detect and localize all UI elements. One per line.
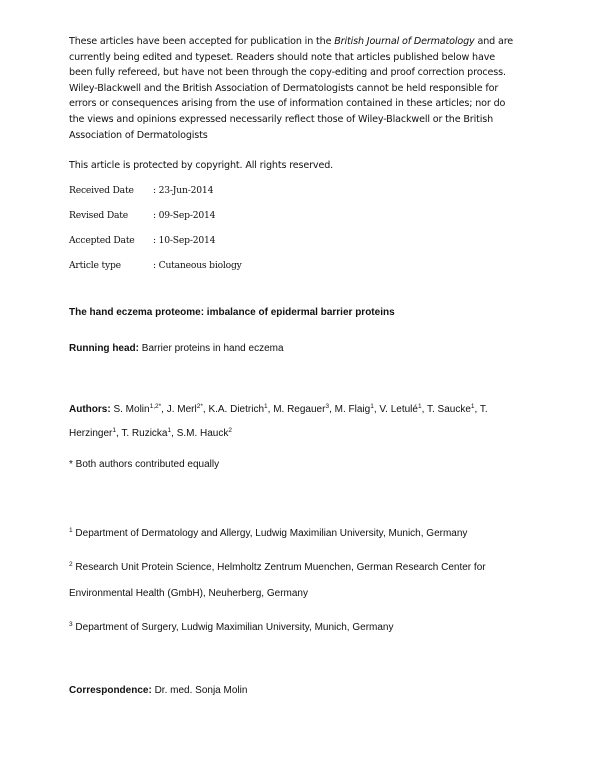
author-list xyxy=(69,398,539,446)
author: M. Flaig$^1$ xyxy=(334,403,374,415)
author: Herzinger$^1$ xyxy=(69,427,116,439)
author: T. xyxy=(479,404,488,415)
revised-date: Revised Date : 09-Sep-2014 xyxy=(69,210,216,221)
affiliation-2-continued: Environmental Health (GmbH), Neuherberg, Germany xyxy=(69,588,308,599)
author: M. Regauer$^3$ xyxy=(273,403,330,415)
notice-line: the views and opinions expressed necessarily reflect those of Wiley-Blackwell or the British xyxy=(69,113,494,125)
author-line: Authors: S. Molin$^{1,2*}$, J. Merl$^{2*}$, K.A. Dietrich$^1$, M. Regauer$^3$, M. Flaig$^1$, V. Letulé$^1$, T. Saucke$^1$, T. xyxy=(69,403,488,415)
copyright-notice: This article is protected by copyright. All rights reserved. xyxy=(69,160,334,171)
notice-line: currently being edited and typeset. Readers should note that articles published below have xyxy=(69,51,495,63)
equal-contribution-note: * Both authors contributed equally xyxy=(69,459,220,470)
article-type: Article type : Cutaneous biology xyxy=(69,260,242,271)
notice-line: Association of Dermatologists xyxy=(69,129,208,141)
author: T. Ruzicka$^1$ xyxy=(121,427,172,439)
correspondence: Correspondence: Dr. med. Sonja Molin xyxy=(69,685,248,696)
author-line: Herzinger$^1$, T. Ruzicka$^1$, S.M. Hauck$^2$ xyxy=(69,427,232,439)
received-date: Received Date : 23-Jun-2014 xyxy=(69,185,214,196)
affiliation-3: $^3$ Department of Surgery, Ludwig Maximilian University, Munich, Germany xyxy=(69,621,394,633)
author: S.M. Hauck$^2$ xyxy=(176,427,232,439)
paper-title: The hand eczema proteome: imbalance of epidermal barrier proteins xyxy=(69,307,395,318)
author: J. Merl$^{2*}$ xyxy=(166,403,203,415)
notice-line: These articles have been accepted for publication in the British Journal of Dermatology and are xyxy=(69,36,514,47)
author: V. Letulé$^1$ xyxy=(379,403,422,415)
author: T. Saucke$^1$ xyxy=(426,403,475,415)
affiliation-1: $^1$ Department of Dermatology and Allergy, Ludwig Maximilian University, Munich, Germany xyxy=(69,527,468,539)
author: K.A. Dietrich$^1$ xyxy=(208,403,268,415)
publication-notice xyxy=(69,34,539,143)
journal-name: British Journal of Dermatology xyxy=(334,36,475,47)
notice-line: errors or consequences arising from the use of information contained in these articles; nor do xyxy=(69,98,506,110)
notice-line: Wiley-Blackwell and the British Association of Dermatologists cannot be held responsible for xyxy=(69,82,499,94)
accepted-date: Accepted Date : 10-Sep-2014 xyxy=(69,235,216,246)
running-head: Running head: Barrier proteins in hand eczema xyxy=(69,343,284,354)
notice-line: been fully refereed, but have not been through the copy-editing and proof correction process. xyxy=(69,67,506,79)
affiliation-2: $^2$ Research Unit Protein Science, Helmholtz Zentrum Muenchen, German Research Center for xyxy=(69,561,486,573)
author: S. Molin$^{1,2*}$ xyxy=(113,403,162,415)
